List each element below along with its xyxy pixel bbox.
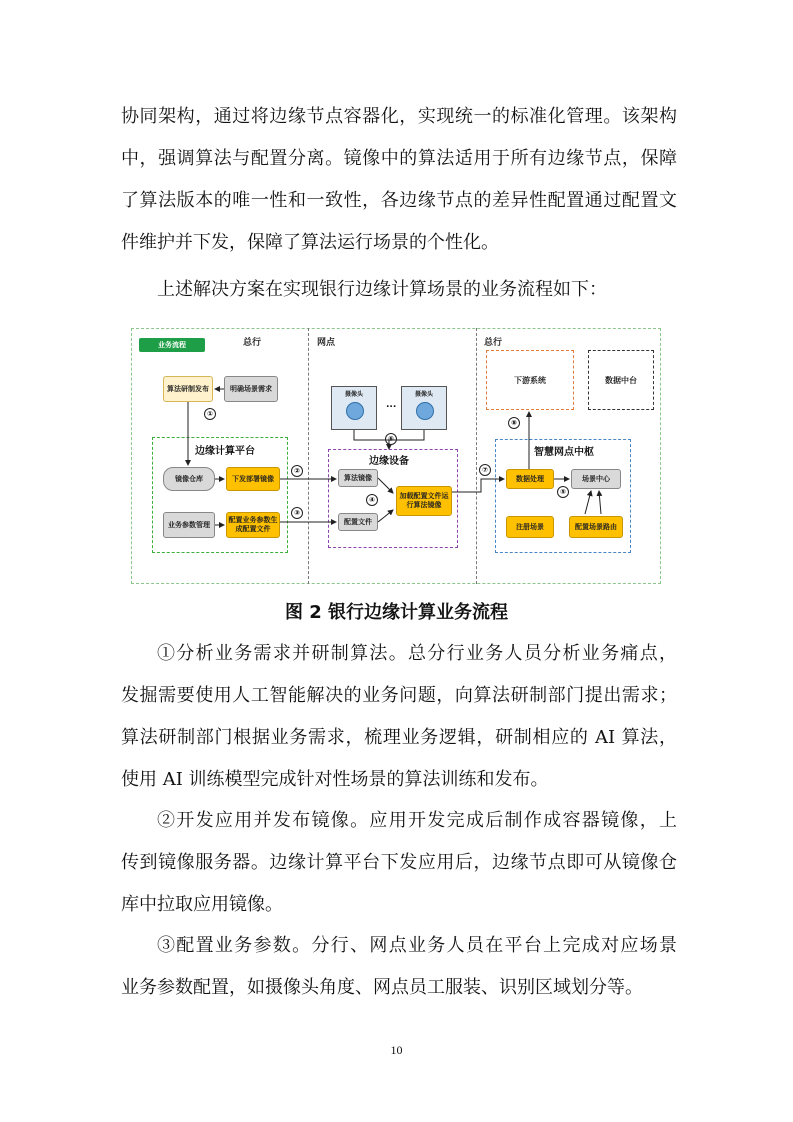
dispatch-image-box: 下发部署镜像 (226, 467, 280, 491)
step-6-marker: ⑥ (385, 433, 397, 445)
step-4-marker: ④ (366, 494, 378, 506)
text-line: 发掘需要使用人工智能解决的业务问题，向算法研制部门提出需求； (121, 685, 677, 706)
paragraph-intro-flow (157, 269, 677, 311)
figure-caption: 图 2 银行边缘计算业务流程 (284, 602, 509, 623)
camera-ellipsis: ... (386, 400, 397, 410)
image-repo-box: 镜像仓库 (163, 467, 215, 491)
zone-title-hq: 总行 (484, 338, 503, 348)
paragraph-step3 (121, 925, 677, 1009)
hub-title: 智慧网点中枢 (534, 447, 594, 458)
flow-tag: 业务流程 (139, 338, 205, 352)
scene-center-box: 场景中心 (571, 469, 621, 489)
flow-diagram (131, 328, 661, 584)
text-line: 件维护并下发，保障了算法运行场景的个性化。 (121, 232, 499, 253)
text-line: 了算法版本的唯一性和一致性，各边缘节点的差异性配置通过配置文 (121, 190, 677, 211)
step-3-marker: ③ (291, 507, 303, 519)
zone-title-branch: 网点 (317, 338, 336, 348)
step-1-marker: ① (204, 408, 216, 420)
step-5-marker: ⑤ (557, 486, 569, 498)
load-run-box: 加载配置文件运行算法镜像 (396, 486, 452, 516)
step-7-marker: ⑦ (479, 464, 491, 476)
config-route-box: 配置场景路由 (569, 516, 623, 538)
config-params-box: 配置业务参数生成配置文件 (226, 512, 280, 538)
text-line: 使用 AI 训练模型完成针对性场景的算法训练和发布。 (121, 769, 549, 790)
arrow-algo-to-run (378, 478, 393, 493)
param-mgmt-box: 业务参数管理 (163, 512, 215, 538)
data-center-label: 数据中台 (605, 375, 637, 385)
paragraph-step1 (121, 633, 677, 801)
requirements-box: 明确场景需求 (224, 376, 278, 402)
arrow-step7 (452, 479, 504, 492)
text-line: 中，强调算法与配置分离。镜像中的算法适用于所有边缘节点，保障 (121, 148, 677, 169)
text-line: ①分析业务需求并研制算法。总分行业务人员分析业务痛点， (157, 643, 677, 664)
text-line: 业务参数配置，如摄像头角度、网点员工服装、识别区域划分等。 (121, 977, 643, 998)
edge-device-title: 边缘设备 (369, 456, 409, 467)
text-line: ③配置业务参数。分行、网点业务人员在平台上完成对应场景 (157, 935, 677, 956)
text-line: ②开发应用并发布镜像。应用开发完成后制作成容器镜像，上 (157, 810, 677, 831)
zone-title-hq: 总行 (243, 338, 262, 348)
paragraph-step2 (121, 800, 677, 926)
text-line: 传到镜像服务器。边缘计算平台下发应用后，边缘节点即可从镜像仓 (121, 852, 677, 873)
arrow-cameras-to-device (354, 430, 424, 440)
text-line: 算法研制部门根据业务需求，梳理业务逻辑，研制相应的 AI 算法， (121, 727, 677, 748)
text-line: 协同架构，通过将边缘节点容器化，实现统一的标准化管理。该架构 (121, 106, 677, 127)
edge-platform-title: 边缘计算平台 (195, 446, 255, 457)
flow-arrows (131, 328, 661, 584)
algo-image-box: 算法镜像 (338, 469, 378, 487)
config-file-box: 配置文件 (338, 513, 378, 531)
step-2-marker: ② (291, 465, 303, 477)
page-number: 10 (390, 1043, 403, 1057)
camera-label: 摄像头 (344, 390, 363, 398)
algo-dev-box: 算法研制发布 (163, 376, 213, 402)
arrow-register-to-center (585, 491, 591, 514)
text-line: 库中拉取应用镜像。 (121, 894, 283, 915)
data-process-box: 数据处理 (506, 469, 554, 489)
step-8-marker: ⑧ (508, 417, 520, 429)
arrow-route-to-center (599, 491, 601, 514)
arrow-config-to-run (378, 510, 393, 522)
camera-label: 摄像头 (414, 390, 433, 398)
downstream-label: 下游系统 (514, 375, 546, 385)
register-scene-box: 注册场景 (506, 516, 554, 538)
text-line: 上述解决方案在实现银行边缘计算场景的业务流程如下： (157, 279, 607, 300)
paragraph-architecture (121, 96, 677, 264)
